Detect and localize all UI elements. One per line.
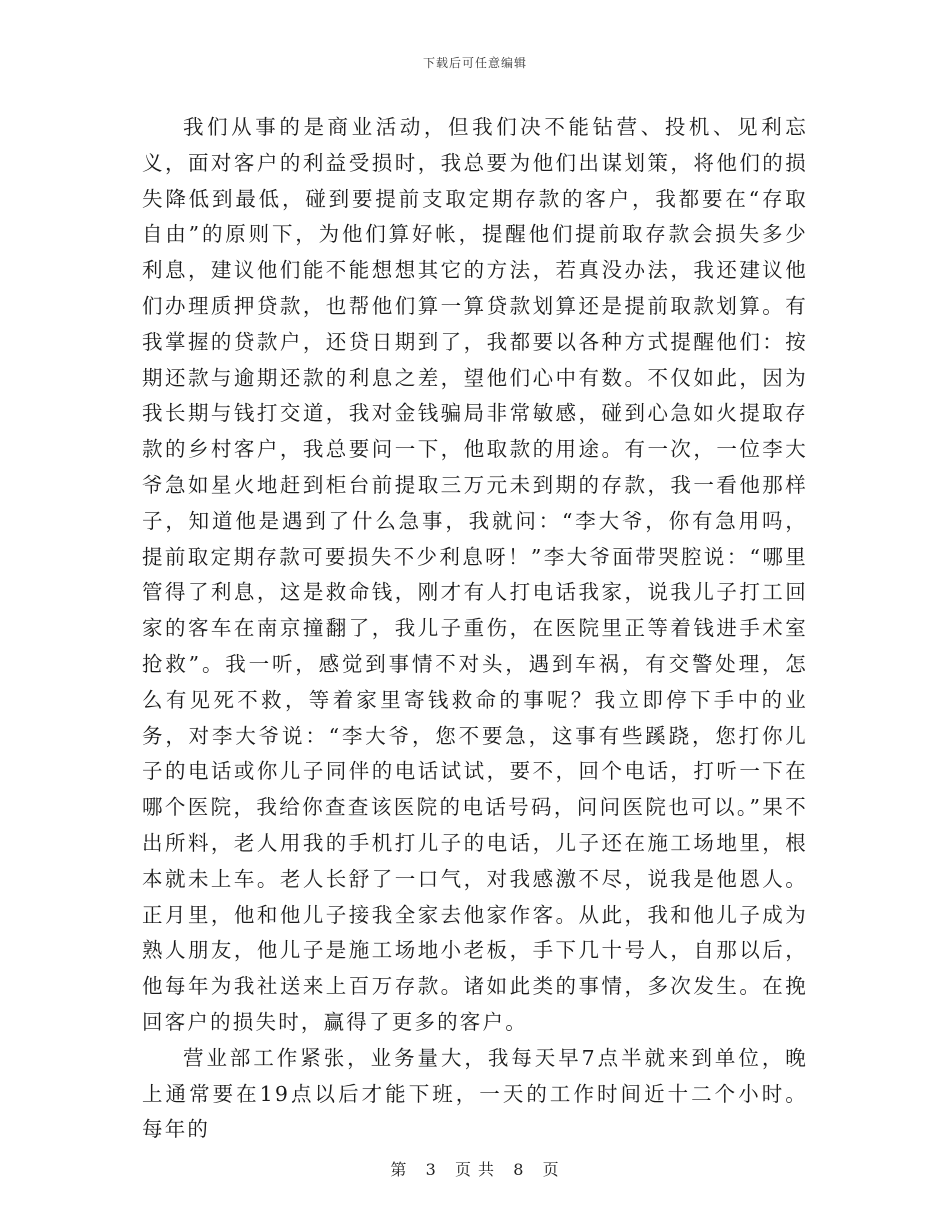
footer-prefix: 第: [390, 1160, 408, 1179]
paragraph-2: 营业部工作紧张，业务量大，我每天早7点半就来到单位，晚上通常要在19点以后才能下班，一天的工作时间近十二个小时。每年的: [142, 1045, 808, 1142]
document-body: [142, 110, 808, 1148]
paragraph-1: 我们从事的是商业活动，但我们决不能钻营、投机、见利忘义，面对客户的利益受损时，我总要为他们出谋划策，将他们的损失降低到最低，碰到要提前支取定期存款的客户，我都要在“存取自由”的原则下，为他们算好帐，提醒他们提前取存款会损失多少利息，建议他们能不能想想其它的方法，若真没办法，我还建议他们办理质押贷款，也帮他们算一算贷款划算还是提前取款划算。有我掌握的贷款户，还贷日期到了，我都要以各种方式提醒他们：按期还款与逾期还款的利息之差，望他们心中有数。不仅如此，因为我长期与钱打交道，我对金钱骗局非常敏感，碰到心急如火提取存款的乡村客户，我总要问一下，他取款的用途。有一次，一位李大爷急如星火地赶到柜台前提取三万元未到期的存款，我一看他那样子，知道他是遇到了什么急事，我就问：“李大爷，你有急用吗，提前取定期存款可要损失不少利息呀！”李大爷面带哭腔说：“哪里管得了利息，这是救命钱，刚才有人打电话我家，说我儿子打工回家的客车在南京撞翻了，我儿子重伤，在医院里正等着钱进手术室抢救”。我一听，感觉到事情不对头，遇到车祸，有交警处理，怎么有见死不救，等着家里寄钱救命的事呢？我立即停下手中的业务，对李大爷说：“李大爷，您不要急，这事有些蹊跷，您打你儿子的电话或你儿子同伴的电话试试，要不，回个电话，打听一下在哪个医院，我给你查查该医院的电话号码，问问医院也可以。”果不出所料，老人用我的手机打儿子的电话，儿子还在施工场地里，根本就未上车。老人长舒了一口气，对我感激不尽，说我是他恩人。正月里，他和他儿子接我全家去他家作客。从此，我和他儿子成为熟人朋友，他儿子是施工场地小老板，手下几十号人，自那以后，他每年为我社送来上百万存款。诸如此类的事情，多次发生。在挽回客户的损失时，赢得了更多的客户。: [142, 115, 808, 1034]
page-footer: [0, 1157, 950, 1180]
footer-suffix: 页: [542, 1160, 560, 1179]
footer-page-number: 3: [425, 1160, 437, 1179]
footer-total-pages: 8: [513, 1160, 525, 1179]
page-header: 下载后可任意编辑: [422, 56, 527, 70]
footer-middle: 页 共: [454, 1160, 496, 1179]
